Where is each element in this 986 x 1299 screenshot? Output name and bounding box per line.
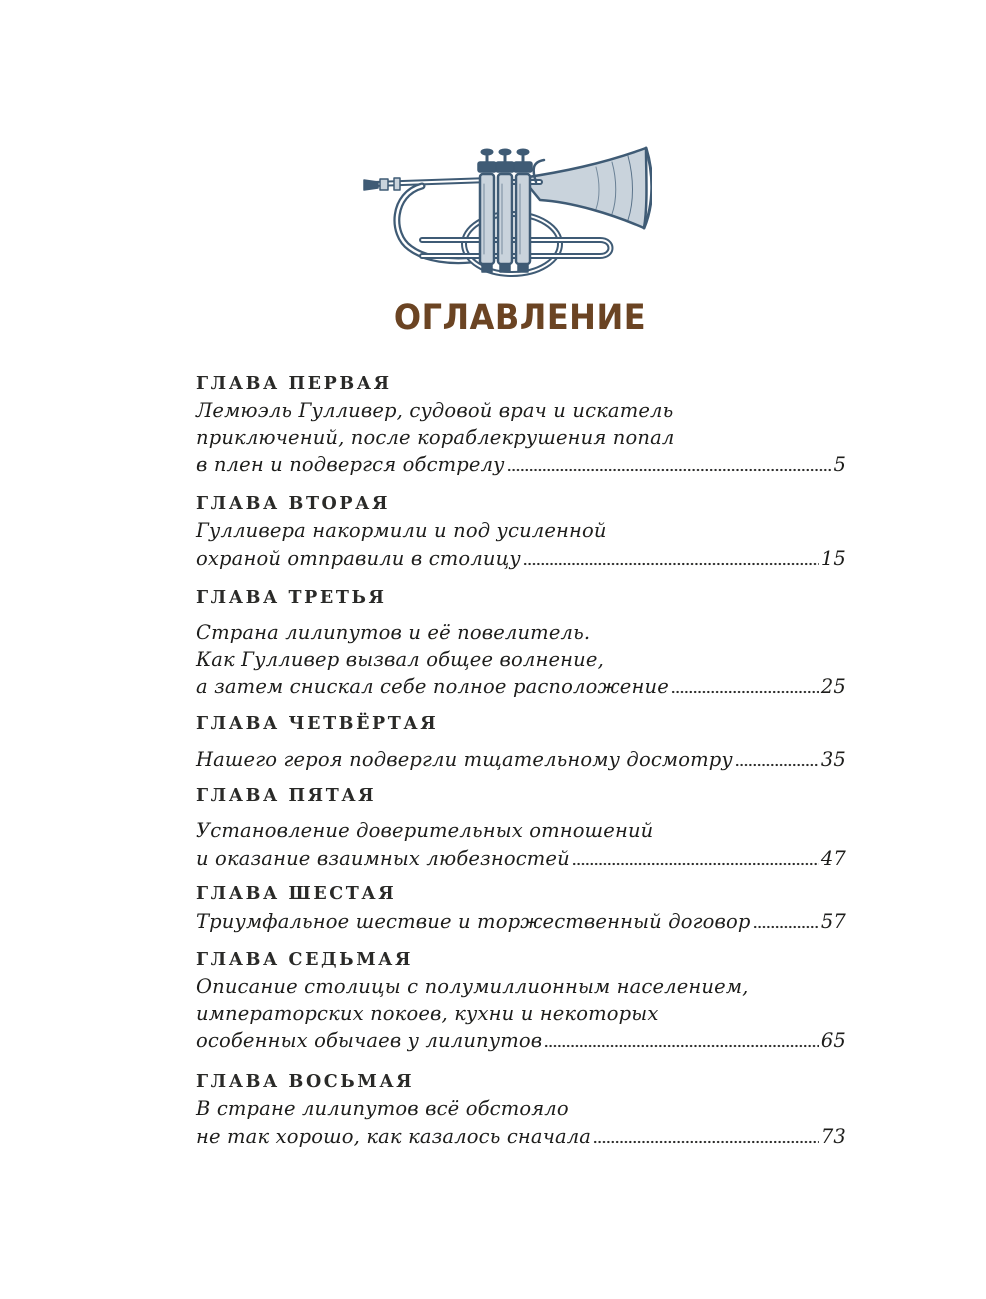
page-number: 57: [820, 910, 846, 933]
description-last-line: [196, 1123, 846, 1151]
toc-entry: [196, 782, 846, 872]
dot-leader: [507, 452, 832, 472]
description-line: Триумфальное шествие и торжественный договор: [196, 910, 751, 933]
toc-entry: [196, 946, 846, 1055]
dot-leader: [671, 674, 819, 694]
chapter-description: [196, 518, 846, 572]
chapter-heading: ГЛАВА ВОСЬМАЯ: [196, 1072, 415, 1092]
page-number: 47: [820, 846, 846, 870]
trumpet-cornet-illustration: [362, 144, 652, 278]
chapter-description: [196, 398, 846, 479]
toc-entry: [196, 880, 846, 936]
toc-entry: [196, 584, 846, 701]
description-line: приключений, после кораблекрушения попал: [196, 425, 675, 449]
chapter-description: [196, 974, 846, 1055]
page-number: 15: [820, 546, 846, 570]
description-line: Страна лилипутов и её повелитель.: [196, 621, 591, 644]
dot-leader: [753, 909, 819, 929]
toc-title: ОГЛАВЛЕНИЕ: [393, 296, 647, 338]
chapter-description: [196, 620, 846, 701]
chapter-description: [196, 746, 846, 774]
dot-leader: [572, 846, 819, 866]
dot-leader: [544, 1028, 819, 1048]
toc-entry: [196, 490, 846, 572]
page-number: 25: [820, 675, 846, 698]
toc-entry: [196, 1068, 846, 1150]
description-last-line: [196, 673, 846, 701]
page-number: 5: [833, 453, 846, 476]
description-last-line: [196, 1027, 846, 1055]
description-last-line: [196, 451, 846, 479]
chapter-description: [196, 1096, 846, 1150]
description-last-line: [196, 908, 846, 936]
description-line: и оказание взаимных любезностей: [196, 846, 570, 870]
description-line: а затем снискал себе полное расположение: [196, 675, 669, 698]
description-line: Гулливера накормили и под усиленной: [196, 519, 607, 542]
description-last-line: [196, 845, 846, 873]
description-line: Описание столицы с полумиллионным населением,: [196, 975, 749, 998]
chapter-heading: ГЛАВА ПЯТАЯ: [196, 786, 377, 806]
description-line: Установление доверительных отношений: [196, 819, 654, 842]
chapter-heading: ГЛАВА ШЕСТАЯ: [196, 884, 397, 904]
description-line: Нашего героя подвергли тщательному досмотру: [196, 748, 733, 771]
dot-leader: [523, 546, 819, 566]
page-number: 73: [820, 1124, 846, 1148]
description-last-line: [196, 746, 846, 774]
description-line: охраной отправили в столицу: [196, 546, 521, 570]
description-line: Лемюэль Гулливер, судовой врач и искатель: [196, 399, 674, 422]
dot-leader: [735, 747, 819, 767]
description-last-line: [196, 545, 846, 573]
page-number: 35: [820, 748, 846, 771]
description-line: Как Гулливер вызвал общее волнение,: [196, 647, 604, 671]
chapter-heading: ГЛАВА ПЕРВАЯ: [196, 374, 392, 394]
chapter-description: [196, 818, 846, 872]
page-number: 65: [820, 1029, 846, 1052]
toc-entry: [196, 710, 846, 774]
dot-leader: [593, 1124, 819, 1144]
chapter-description: [196, 908, 846, 936]
toc-entry: [196, 370, 846, 479]
chapter-heading: ГЛАВА ТРЕТЬЯ: [196, 588, 387, 608]
description-line: В стране лилипутов всё обстояло: [196, 1097, 569, 1120]
description-line: не так хорошо, как казалось сначала: [196, 1124, 592, 1148]
description-line: императорских покоев, кухни и некоторых: [196, 1001, 659, 1025]
description-line: в плен и подвергся обстрелу: [196, 453, 505, 476]
chapter-heading: ГЛАВА СЕДЬМАЯ: [196, 950, 414, 970]
chapter-heading: ГЛАВА ВТОРАЯ: [196, 494, 391, 514]
description-line: особенных обычаев у лилипутов: [196, 1029, 543, 1052]
chapter-heading: ГЛАВА ЧЕТВЁРТАЯ: [196, 714, 439, 734]
